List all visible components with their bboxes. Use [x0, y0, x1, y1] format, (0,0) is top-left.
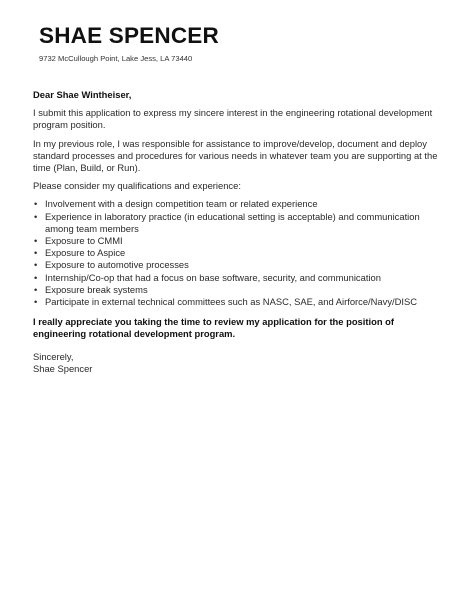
letter-greeting: Dear Shae Wintheiser,: [33, 89, 132, 100]
qualification-item: [33, 259, 439, 271]
qualification-item: [33, 272, 439, 284]
bullet-icon: •: [34, 198, 38, 210]
qualification-text: Involvement with a design competition team or related experience: [45, 198, 318, 210]
bullet-icon: •: [34, 283, 38, 295]
qualification-text: Exposure break systems: [45, 283, 148, 295]
letter-signoff: Sincerely,: [33, 350, 74, 362]
letter-paragraph-intro: I submit this application to express my sincere interest in the engineering rotational development program position.: [33, 107, 433, 131]
letter-closing-statement: I really appreciate you taking the time to review my application for the position of engineering rotational development program.: [33, 316, 395, 340]
qualification-text: Exposure to CMMI: [45, 235, 123, 247]
qualification-item: [33, 198, 439, 210]
letter-paragraph-qualifications-intro: Please consider my qualifications and experience:: [33, 180, 241, 192]
qualification-item: [33, 235, 439, 247]
bullet-icon: •: [34, 259, 38, 271]
qualification-item: [33, 211, 439, 235]
bullet-icon: •: [34, 271, 38, 283]
qualification-text: Exposure to Aspice: [45, 247, 126, 259]
bullet-icon: •: [34, 235, 38, 247]
letter-body: [33, 89, 439, 375]
qualification-item: [33, 296, 439, 308]
applicant-address: 9732 McCullough Point, Lake Jess, LA 73440: [39, 54, 193, 63]
bullet-icon: •: [34, 210, 38, 222]
letter-paragraph-experience: In my previous role, I was responsible for assistance to improve/develop, document and deploy standard processes and procedures for various needs in whatever team you are supporting at the time (Plan, Build, or Run).: [33, 137, 438, 174]
qualification-item: [33, 247, 439, 259]
bullet-icon: •: [34, 296, 38, 308]
bullet-icon: •: [34, 247, 38, 259]
qualification-item: [33, 284, 439, 296]
qualifications-list: [33, 198, 439, 308]
qualification-text: Experience in laboratory practice (in educational setting is acceptable) and communication among team members: [45, 210, 420, 234]
qualification-text: Exposure to automotive processes: [45, 259, 189, 271]
qualification-text: Participate in external technical committees such as NASC, SAE, and Airforce/Navy/DISC: [45, 296, 418, 308]
letter-header: [39, 22, 219, 64]
signature-name: Shae Spencer: [33, 362, 93, 374]
applicant-name: SHAE SPENCER: [39, 23, 219, 48]
qualification-text: Internship/Co-op that had a focus on base software, security, and communication: [45, 271, 381, 283]
